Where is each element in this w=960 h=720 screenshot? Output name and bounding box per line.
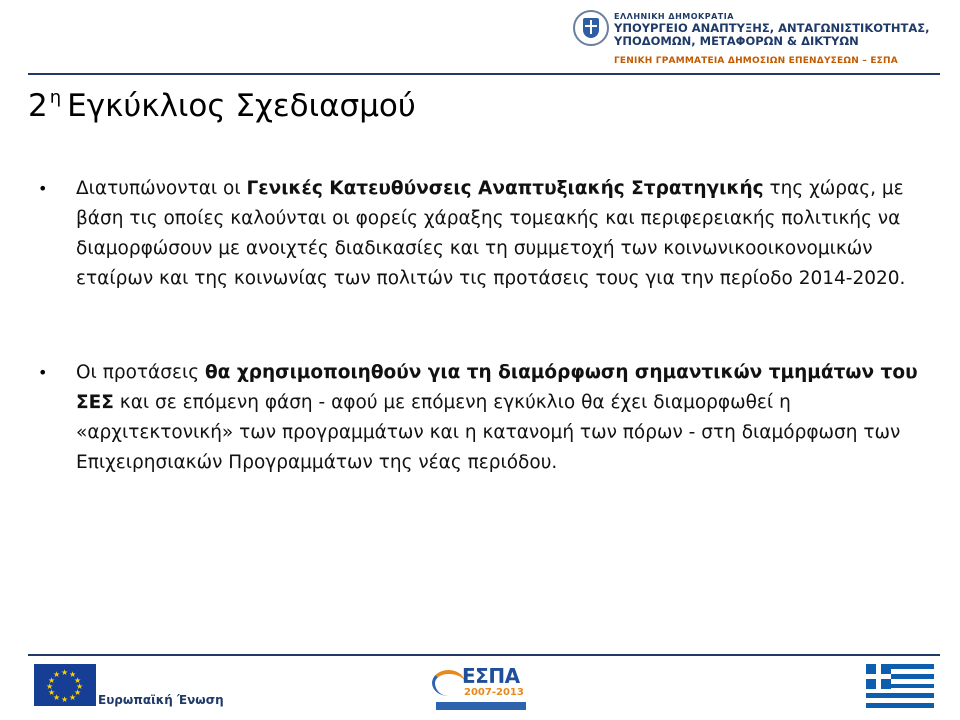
- footer-divider: [28, 654, 940, 656]
- bullet-text-part: και σε επόμενη φάση - αφού με επόμενη εγκύκλιο θα έχει διαμορφωθεί η «αρχιτεκτονική» των προγραμμάτων και η κατανομή των πόρων - στη διαμόρφωση των Επιχειρησιακών Προγραμμάτων της νέας περιόδου.: [76, 392, 901, 473]
- general-secretariat-label: ΓΕΝΙΚΗ ΓΡΑΜΜΑΤΕΙΑ ΔΗΜΟΣΙΩΝ ΕΠΕΝΔΥΣΕΩΝ – ΕΣΠΑ: [614, 56, 898, 66]
- greek-flag-icon: [866, 664, 934, 708]
- greek-coat-of-arms-icon: [573, 10, 609, 46]
- bullet-text-bold: θα χρησιμοποιηθούν για τη διαμόρφωση σημαντικών τμημάτων του ΣΕΣ: [76, 362, 918, 413]
- bullet-text: [76, 358, 928, 478]
- title-text: Εγκύκλιος Σχεδιασμού: [67, 88, 416, 124]
- espa-strip: [436, 702, 526, 710]
- bullet-list: [28, 174, 928, 478]
- bullet-text: [76, 174, 928, 294]
- bullet-text-part: της χώρας, με βάση τις οποίες καλούνται οι φορείς χάραξης τομεακής και περιφερειακής πολιτικής να διαμορφώσουν με ανοιχτές διαδικασίες και τη συμμετοχή των κοινωνικοοικονομικών εταίρων και της κοινωνίας των πολιτών τις προτάσεις τους για την περίοδο 2014-2020.: [76, 178, 906, 289]
- espa-logo: [432, 662, 530, 712]
- espa-swoosh-icon: [432, 670, 465, 696]
- bullet-marker: •: [38, 179, 48, 198]
- slide-title: [28, 88, 416, 124]
- espa-wordmark: ΕΣΠΑ: [462, 664, 520, 688]
- republic-label: ΕΛΛΗΝΙΚΗ ΔΗΜΟΚΡΑΤΙΑ: [614, 12, 734, 21]
- bullet-text-part: Διατυπώνονται οι: [76, 178, 247, 199]
- title-superscript: η: [49, 86, 62, 108]
- bullet-marker: •: [38, 363, 48, 382]
- eu-label: Ευρωπαϊκή Ένωση: [98, 693, 224, 707]
- bullet-item: [28, 174, 928, 294]
- header-divider: [28, 73, 940, 75]
- ministry-name-line2: ΥΠΟΔΟΜΩΝ, ΜΕΤΑΦΟΡΩΝ & ΔΙΚΤΥΩΝ: [614, 34, 859, 48]
- title-number: 2: [28, 88, 48, 124]
- bullet-text-bold: Γενικές Κατευθύνσεις Αναπτυξιακής Στρατηγικής: [246, 178, 764, 199]
- eu-flag-icon: ★ ★ ★ ★ ★ ★ ★ ★ ★ ★ ★ ★: [34, 664, 96, 706]
- bullet-item: [28, 358, 928, 478]
- bullet-text-part: Οι προτάσεις: [76, 362, 205, 383]
- espa-years: 2007-2013: [464, 687, 524, 698]
- ministry-header: [614, 12, 944, 48]
- ministry-name-line1: ΥΠΟΥΡΓΕΙΟ ΑΝΑΠΤΥΞΗΣ, ΑΝΤΑΓΩΝΙΣΤΙΚΟΤΗΤΑΣ,: [614, 21, 930, 35]
